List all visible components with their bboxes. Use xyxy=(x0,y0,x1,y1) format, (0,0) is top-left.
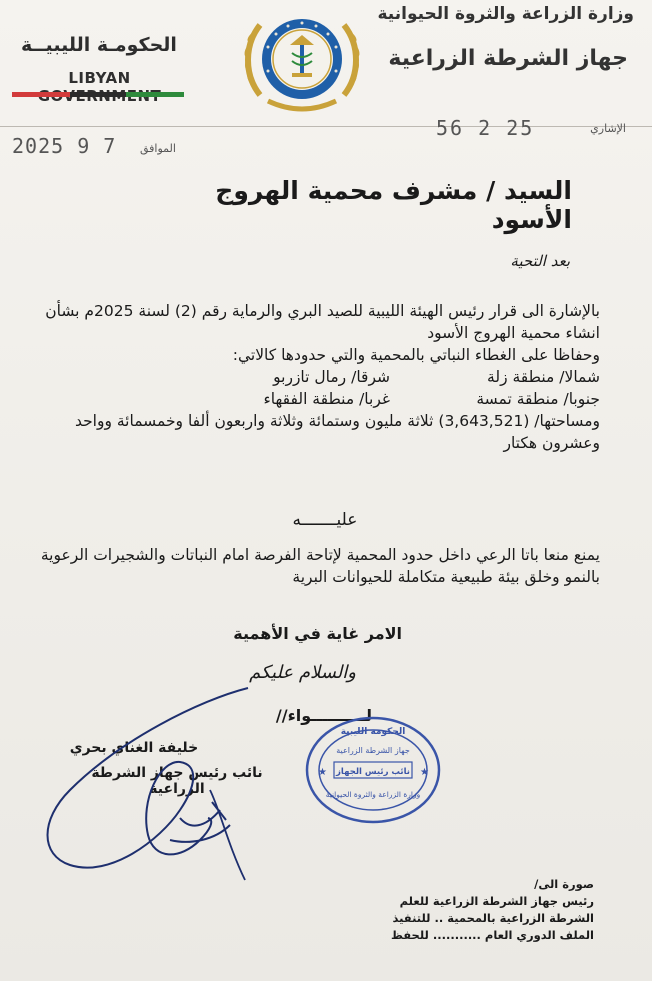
svg-text:★: ★ xyxy=(420,767,429,778)
addressee: السيد / مشرف محمية الهروج الأسود xyxy=(215,176,572,234)
signatory-name: خليفة الغناي بحري xyxy=(69,740,199,756)
paragraph-boundaries xyxy=(40,344,600,454)
importance-note: الامر غاية في الأهمية xyxy=(233,624,402,643)
greeting: بعد التحية xyxy=(510,252,570,270)
date-label: الموافق xyxy=(140,142,176,155)
flag-color-bar xyxy=(12,92,184,97)
boundary-row xyxy=(40,388,600,410)
government-name-english: LIBYAN xyxy=(68,69,131,87)
boundary-north: شمالا/ منطقة زلة xyxy=(487,368,600,386)
signatory-title: نائب رئيس جهاز الشرطة الزراعية xyxy=(91,765,263,797)
official-stamp-icon xyxy=(304,715,442,825)
boundary-row xyxy=(40,366,600,388)
paragraph-reference: بالإشارة الى قرار رئيس الهيئة الليبية للصيد البري والرماية رقم (2) لسنة 2025م بشأن انشاء محمية الهروج الأسود xyxy=(45,302,600,342)
reference-label: الإشاري xyxy=(590,122,626,135)
closing-salutation: والسلام عليكم xyxy=(249,662,356,683)
agricultural-police-emblem-icon xyxy=(238,5,366,117)
handwritten-signature-icon xyxy=(30,670,330,890)
cc-line: الشرطة الزراعية بالمحمية .. للتنفيذ xyxy=(392,911,594,925)
stamp-bottom-text: وزارة الزراعة والثروة الحيوانية xyxy=(325,790,421,799)
reference-number: 56 2 25 xyxy=(436,116,535,140)
cc-title: صورة الى/ xyxy=(534,877,594,891)
carbon-copy-list xyxy=(344,876,594,944)
cc-line: الملف الدوري العام ........... للحفظ xyxy=(390,928,594,942)
boundary-east: شرقا/ رمال تازربو xyxy=(273,368,390,386)
agency-name: جهاز الشرطة الزراعية xyxy=(388,46,628,71)
government-name-arabic: الحكومـة الليبيــة xyxy=(21,34,177,56)
signatory-rank: لــــــــــواء// xyxy=(275,706,372,725)
stamp-agency-text: جهاز الشرطة الزراعية xyxy=(336,746,410,755)
stamp-top-text: الحكومة الليبية xyxy=(340,727,406,737)
paragraph-prohibition: يمنع منعا باتا الرعي داخل حدود المحمية لإتاحة الفرصة امام النباتات والشجيرات الرعوية بالنمو وخلق بيئة طبيعية متكاملة للحيوانات البرية xyxy=(40,546,600,586)
boundary-west: غربا/ منطقة الفقهاء xyxy=(263,390,390,408)
boundaries-intro: وحفاظا على الغطاء النباتي بالمحمية والتي حدودها كالاتي: xyxy=(232,346,600,364)
boundary-south: جنوبا/ منطقة تمسة xyxy=(476,390,600,408)
letter-date: 2025 9 7 xyxy=(12,134,117,158)
stamp-center-text: نائب رئيس الجهاز xyxy=(336,767,410,777)
svg-text:★: ★ xyxy=(318,767,327,778)
cc-line: رئيس جهاز الشرطة الزراعية للعلم xyxy=(399,894,594,908)
ministry-name: وزارة الزراعة والثروة الحيوانية xyxy=(377,4,634,24)
therefore-heading: عليـــــــه xyxy=(292,510,358,530)
area-text: ومساحتها/ (3,643,521) ثلاثة مليون وستمائة وثلاثة واربعون ألفا وخمسمائة وواحد وعشرون هكتار xyxy=(74,412,600,452)
